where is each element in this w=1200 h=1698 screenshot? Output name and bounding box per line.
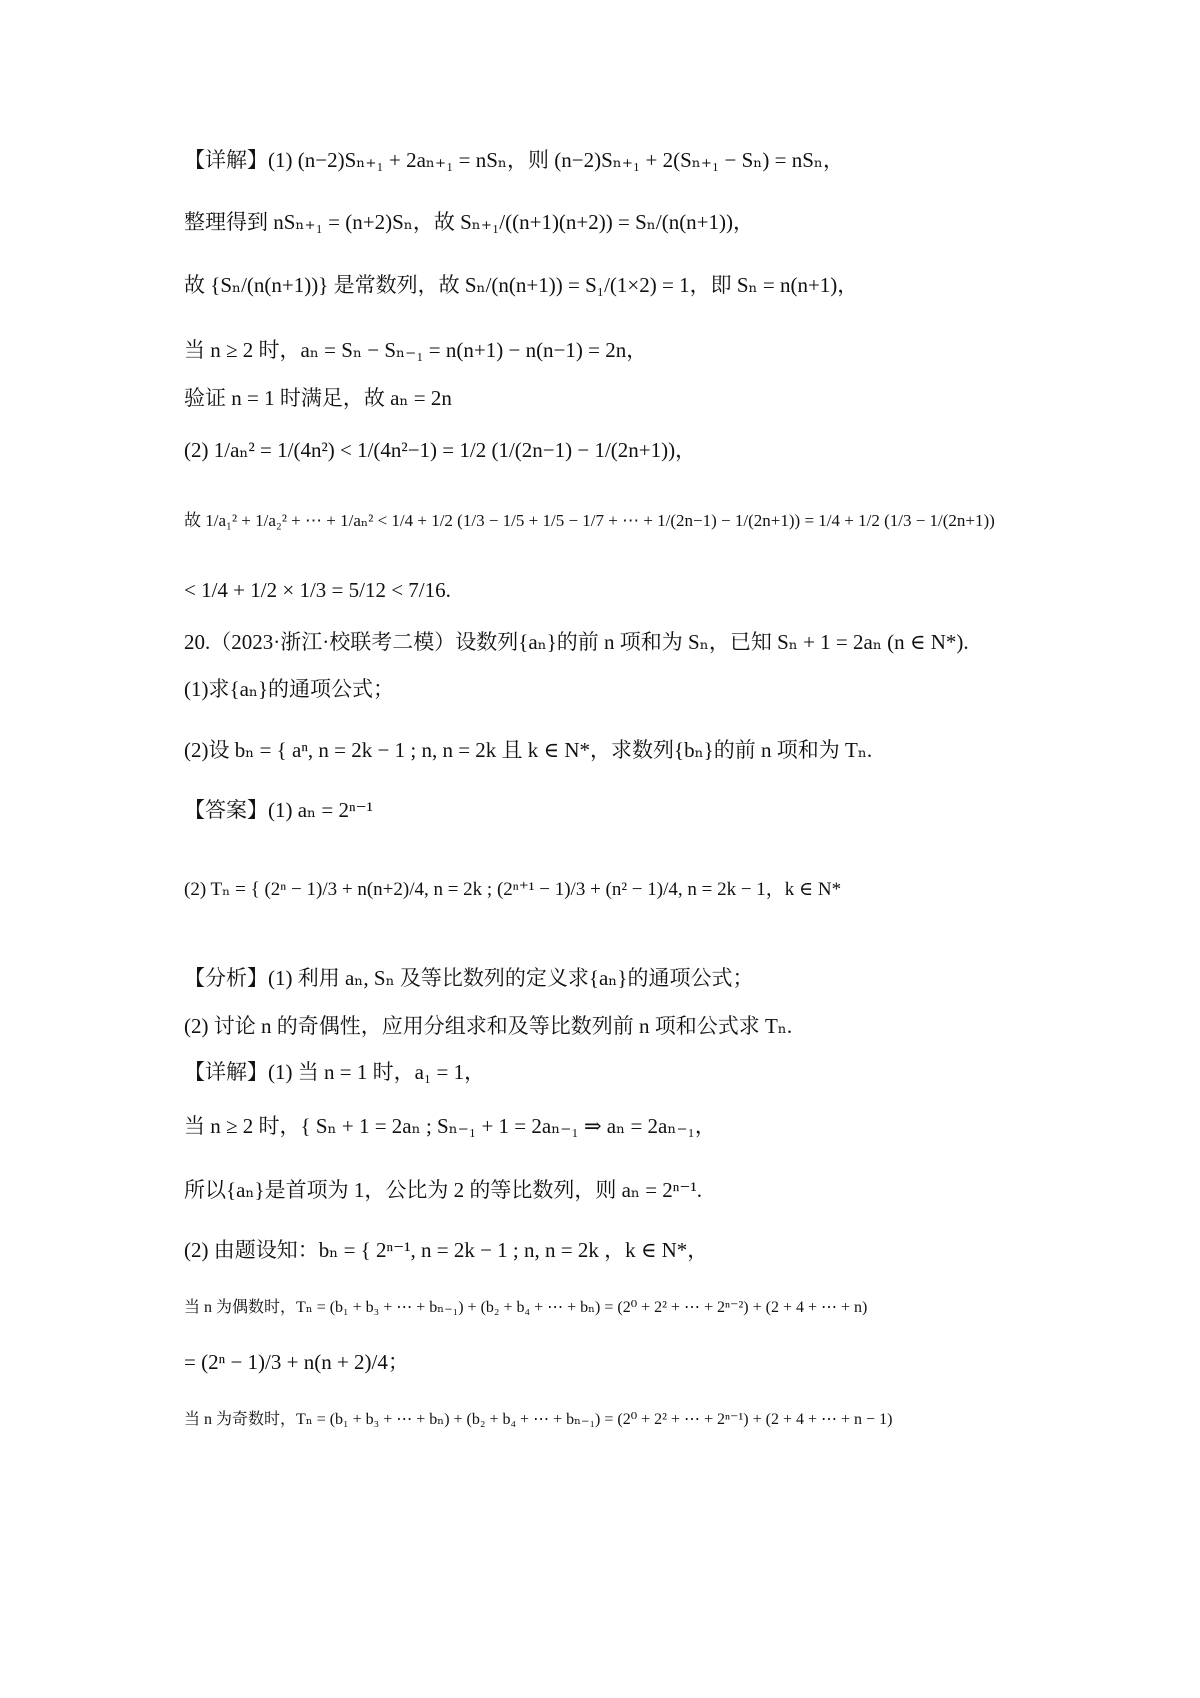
- analysis-line-1: 【分析】(1) 利用 aₙ, Sₙ 及等比数列的定义求{aₙ}的通项公式；: [184, 966, 754, 990]
- detail-line-7: 当 n 为奇数时，Tₙ = (b₁ + b₃ + ⋯ + bₙ) + (b₂ + b₄ + ⋯ + bₙ₋₁) = (2⁰ + 2² + ⋯ + 2ⁿ⁻¹) + (2 + 4 + ⋯ + n − 1): [184, 1411, 893, 1428]
- analysis-line-2: (2) 讨论 n 的奇偶性，应用分组求和及等比数列前 n 项和公式求 Tₙ.: [184, 1014, 793, 1038]
- solution-line-4: 当 n ≥ 2 时，aₙ = Sₙ − Sₙ₋₁ = n(n+1) − n(n−1) = 2n，: [184, 338, 648, 362]
- answer-part-2: (2) Tₙ = { (2ⁿ − 1)/3 + n(n+2)/4, n = 2k ; (2ⁿ⁺¹ − 1)/3 + (n² − 1)/4, n = 2k − 1，k ∈ N*: [184, 879, 842, 900]
- solution-line-7: 故 1/a₁² + 1/a₂² + ⋯ + 1/aₙ² < 1/4 + 1/2 (1/3 − 1/5 + 1/5 − 1/7 + ⋯ + 1/(2n−1) − 1/(2n+1)) = 1/4 + 1/2 (1/3 − 1/(2n+1)): [184, 511, 995, 530]
- detail-line-3: 所以{aₙ}是首项为 1，公比为 2 的等比数列，则 aₙ = 2ⁿ⁻¹.: [184, 1178, 703, 1202]
- problem-20-part-1: (1)求{aₙ}的通项公式；: [184, 677, 395, 701]
- detail-line-4: (2) 由题设知：bₙ = { 2ⁿ⁻¹, n = 2k − 1 ; n, n = 2k ，k ∈ N*，: [184, 1238, 709, 1262]
- solution-line-2: 整理得到 nSₙ₊₁ = (n+2)Sₙ，故 Sₙ₊₁/((n+1)(n+2)) = Sₙ/(n(n+1))，: [184, 210, 755, 234]
- solution-line-1: 【详解】(1) (n−2)Sₙ₊₁ + 2aₙ₊₁ = nSₙ，则 (n−2)Sₙ₊₁ + 2(Sₙ₊₁ − Sₙ) = nSₙ，: [184, 148, 844, 172]
- solution-line-6: (2) 1/aₙ² = 1/(4n²) < 1/(4n²−1) = 1/2 (1/(2n−1) − 1/(2n+1))，: [184, 438, 697, 462]
- solution-line-3: 故 {Sₙ/(n(n+1))} 是常数列，故 Sₙ/(n(n+1)) = S₁/(1×2) = 1，即 Sₙ = n(n+1)，: [184, 273, 859, 297]
- solution-line-8: < 1/4 + 1/2 × 1/3 = 5/12 < 7/16.: [184, 578, 451, 602]
- detail-line-1: 【详解】(1) 当 n = 1 时，a₁ = 1，: [184, 1060, 486, 1084]
- problem-20-title: 20.（2023·浙江·校联考二模）设数列{aₙ}的前 n 项和为 Sₙ，已知 Sₙ + 1 = 2aₙ (n ∈ N*).: [184, 630, 969, 654]
- answer-part-1: 【答案】(1) aₙ = 2ⁿ⁻¹: [184, 798, 373, 822]
- detail-line-2: 当 n ≥ 2 时，{ Sₙ + 1 = 2aₙ ; Sₙ₋₁ + 1 = 2aₙ₋₁ ⇒ aₙ = 2aₙ₋₁，: [184, 1114, 716, 1138]
- detail-line-5: 当 n 为偶数时，Tₙ = (b₁ + b₃ + ⋯ + bₙ₋₁) + (b₂ + b₄ + ⋯ + bₙ) = (2⁰ + 2² + ⋯ + 2ⁿ⁻²) + (2 + 4 + ⋯ + n): [184, 1299, 868, 1316]
- solution-line-5: 验证 n = 1 时满足，故 aₙ = 2n: [184, 386, 452, 410]
- problem-20-part-2: (2)设 bₙ = { aⁿ, n = 2k − 1 ; n, n = 2k 且 k ∈ N*，求数列{bₙ}的前 n 项和为 Tₙ.: [184, 738, 873, 762]
- detail-line-6: = (2ⁿ − 1)/3 + n(n + 2)/4；: [184, 1350, 409, 1374]
